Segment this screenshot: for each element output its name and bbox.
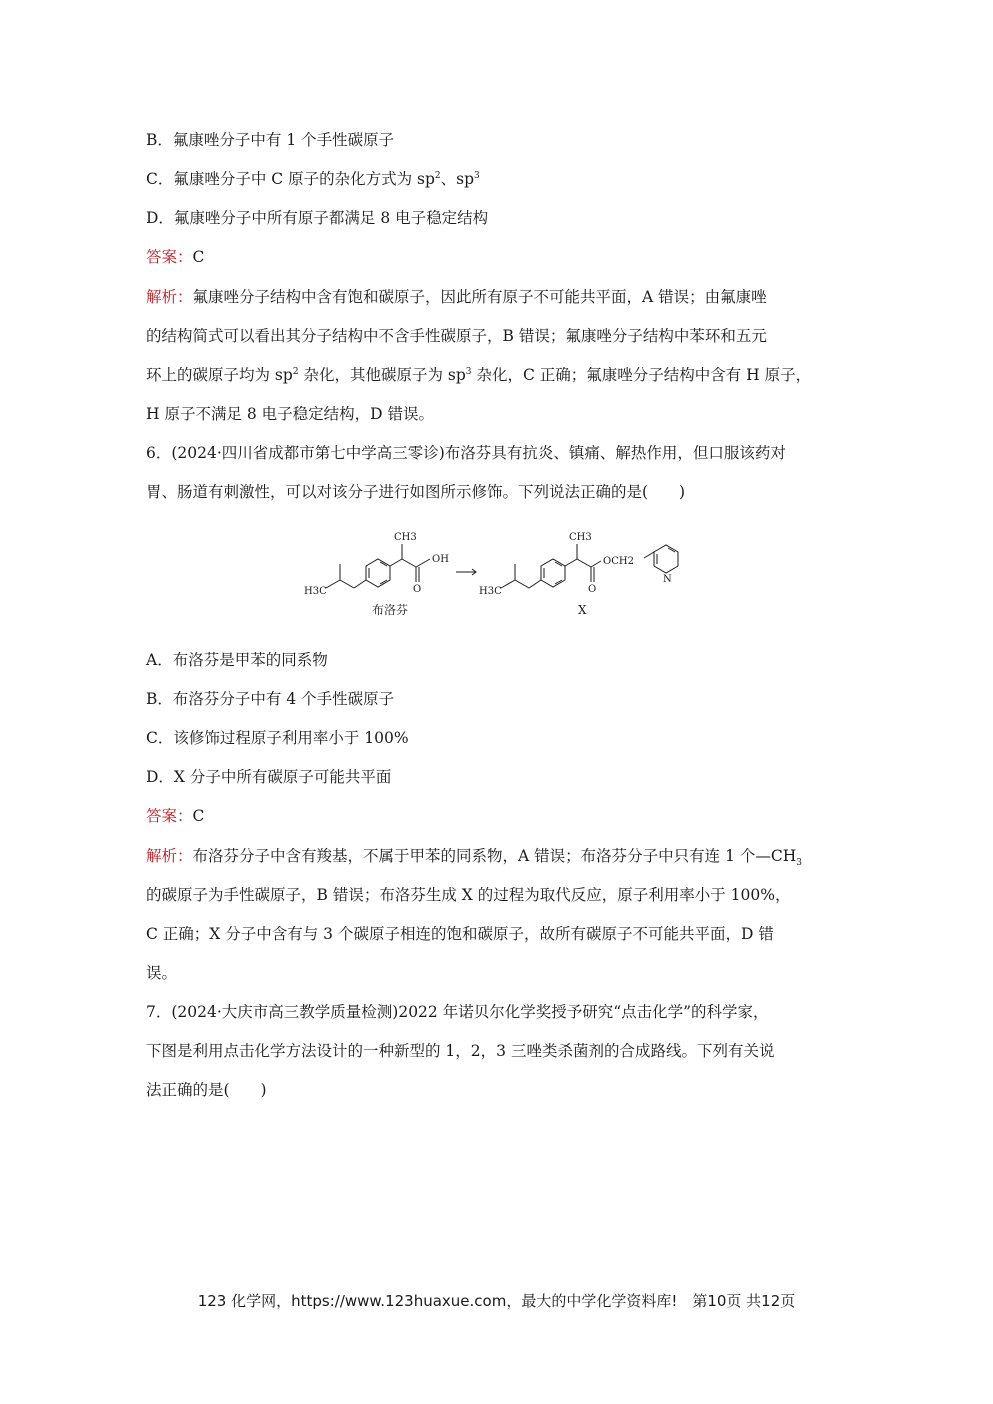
- q7-stem-line-3: 法正确的是( ): [146, 1081, 267, 1099]
- q6-answer: 答案：C: [146, 807, 205, 825]
- answer-label: 答案：: [146, 248, 193, 266]
- pyridine-n-label: N: [663, 574, 672, 585]
- q6-explanation-line-4: 误。: [146, 964, 178, 982]
- ibuprofen-name-label: 布洛芬: [372, 603, 409, 617]
- q7-stem-line-2: 下图是利用点击化学方法设计的一种新型的 1，2，3 三唑类杀菌剂的合成路线。下列有关说: [146, 1042, 775, 1060]
- q5-explanation-line-2: 的结构简式可以看出其分子结构中不含手性碳原子，B 错误；氟康唑分子结构中苯环和五元: [146, 327, 767, 345]
- ibuprofen-h3c-label: H3C: [304, 586, 327, 597]
- q7-stem-line-1: 7．(2024·大庆市高三教学质量检测)2022 年诺贝尔化学奖授予研究“点击化学”的科学家，: [146, 1003, 769, 1021]
- q6-explanation-line-1: 解析：布洛芬分子中含有羧基，不属于甲苯的同系物，A 错误；布洛芬分子中只有连 1 个$—CH_3$: [146, 847, 802, 869]
- q6-explanation-line-3: C 正确；X 分子中含有与 3 个碳原子相连的饱和碳原子，故所有碳原子不可能共平面，D 错: [146, 925, 774, 943]
- reaction-figure: [296, 524, 696, 624]
- q5-option-c: C．氟康唑分子中 C 原子的杂化方式为 $sp^2$、$sp^3$: [146, 170, 480, 188]
- q5-option-d: D．氟康唑分子中所有原子都满足 8 电子稳定结构: [146, 209, 489, 227]
- q5-explanation-line-4: H 原子不满足 8 电子稳定结构，D 错误。: [146, 405, 435, 423]
- x-ch3-label: CH3: [569, 532, 592, 543]
- explain-label: 解析：: [146, 847, 193, 865]
- ibuprofen-ch3-label: CH3: [394, 532, 417, 543]
- q5-explanation-line-1: 解析：氟康唑分子结构中含有饱和碳原子，因此所有原子不可能共平面，A 错误；由氟康唑: [146, 288, 767, 306]
- x-o-label: O: [588, 584, 597, 595]
- q6-explanation-line-2: 的碳原子为手性碳原子，B 错误；布洛芬生成 X 的过程为取代反应，原子利用率小于 100%，: [146, 886, 791, 904]
- x-h3c-label: H3C: [479, 586, 502, 597]
- x-och2-label: OCH2: [603, 556, 634, 567]
- x-name-label: X: [578, 603, 587, 617]
- q5-explanation-line-3: 环上的碳原子均为 $sp^2$ 杂化，其他碳原子为 $sp^3$ 杂化，C 正确；氟康唑分子结构中含有 H 原子，: [146, 366, 812, 384]
- q6-option-c: C．该修饰过程原子利用率小于 100%: [146, 729, 409, 747]
- q6-option-b: B．布洛芬分子中有 4 个手性碳原子: [146, 690, 395, 708]
- page-footer: 123 化学网，https://www.123huaxue.com，最大的中学化学资料库! 第10页 共12页: [197, 1292, 796, 1310]
- q6-option-a: A．布洛芬是甲苯的同系物: [146, 651, 328, 669]
- q5-answer: 答案：C: [146, 248, 205, 266]
- q5-option-b: B．氟康唑分子中有 1 个手性碳原子: [146, 131, 395, 149]
- explain-label: 解析：: [146, 288, 193, 306]
- q6-stem-line-2: 胃、肠道有刺激性，可以对该分子进行如图所示修饰。下列说法正确的是( ): [146, 483, 686, 501]
- ibuprofen-oh-label: OH: [432, 554, 449, 565]
- ibuprofen-o-label: O: [413, 584, 422, 595]
- q6-stem-line-1: 6．(2024·四川省成都市第七中学高三零诊)布洛芬具有抗炎、镇痛、解热作用，但口服该药对: [146, 444, 786, 462]
- answer-label: 答案：: [146, 807, 193, 825]
- q6-option-d: D．X 分子中所有碳原子可能共平面: [146, 768, 392, 786]
